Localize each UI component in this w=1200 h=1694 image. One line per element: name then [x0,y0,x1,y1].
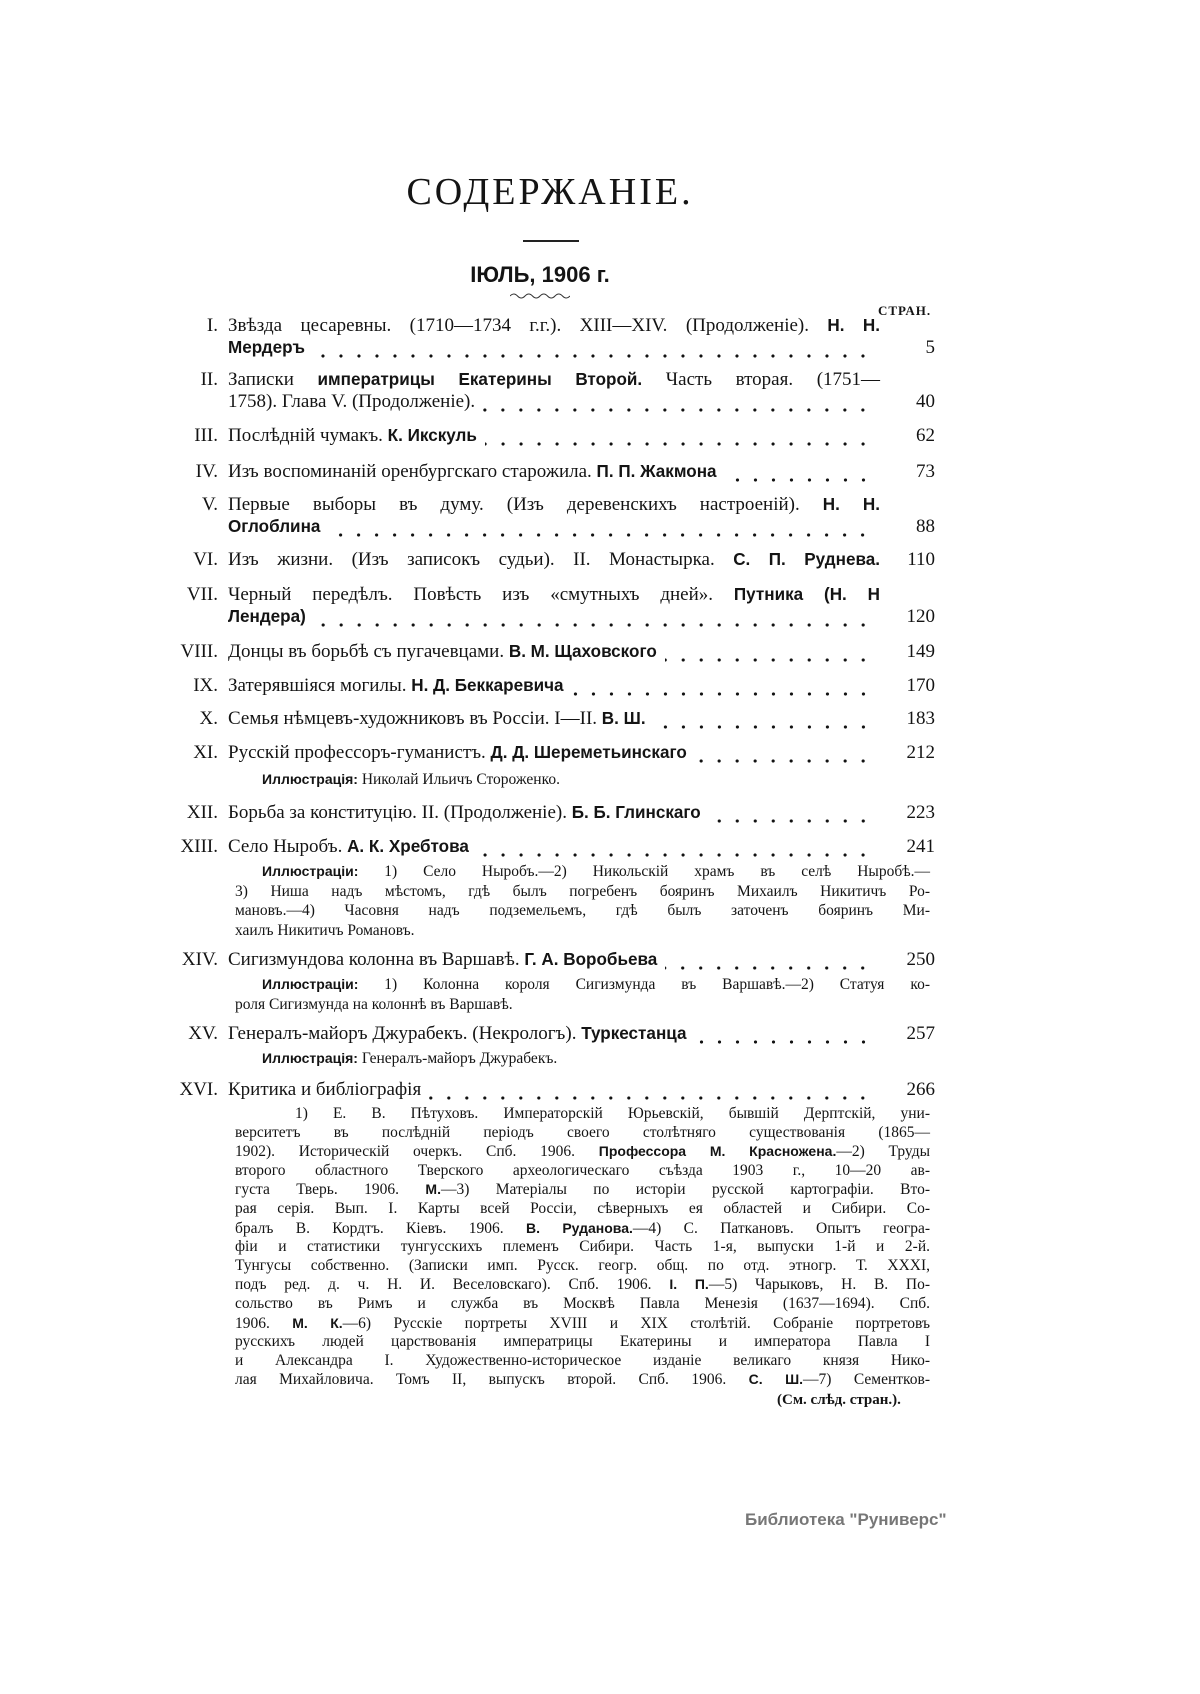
entry-page: 120 [906,606,935,627]
entry-title: Село Ныробъ. [228,836,343,857]
toc-entry [188,1023,935,1045]
entry-author: Б. Б. Глинскаго [571,803,701,822]
entry-title: Первые выборы въ думу. (Изъ деревенскихъ настроеній). [228,494,800,515]
bibliography-line: 1902). Историческій очеркъ. Спб. 1906. Профессора М. Красножена.—2) Труды [235,1143,931,1161]
toc-entry [195,461,935,483]
entry-author: П. П. Жакмона [596,462,717,481]
entry-title: Борьба за конституцію. II. (Продолженіе). [228,802,567,823]
bibliography-line: 1) Е. В. Пѣтуховъ. Императорскій Юрьевскій, бывшій Дерптскій, уни- [295,1105,930,1122]
title-rule [523,240,579,242]
toc-entry [193,549,935,571]
entry-number: XV. [188,1023,218,1044]
entry-number: I. [206,315,218,336]
entry-number: XII. [186,802,218,823]
entry-number: XIV. [181,949,218,970]
dot-leader [709,802,872,824]
illustrations-note [235,975,930,1014]
toc-entry [201,494,935,538]
entry-author: Лендера) [228,607,306,626]
entry-page: 40 [916,391,935,412]
entry-number: XVI. [179,1079,218,1100]
ornament-squiggle [510,292,570,300]
illustrations-note [235,770,930,790]
entry-author: В. Ш. [601,709,646,728]
entry-title: Семья нѣмцевъ-художниковъ въ Россіи. I—II. [228,708,598,729]
entry-title: 1758). Глава V. (Продолженіе). [228,391,476,412]
toc-entry [194,425,935,447]
entry-page: 223 [906,802,935,823]
entry-number: XI. [193,742,218,763]
illustrations-text: роля Сигизмунда на колоннѣ въ Варшавѣ. [235,995,513,1013]
illustrations-label: Иллюстрація: [262,771,358,787]
entry-number: V. [201,494,218,515]
continued-note: (См. слѣд. стран.). [777,1392,901,1408]
entry-number: VI. [193,549,218,570]
toc-entry [193,675,935,697]
entry-page: 212 [906,742,935,763]
entry-author: В. М. Щаховского [508,642,657,661]
toc-entry [180,836,935,858]
bibliography-line: фіи и статистики тунгусскихъ племенъ Сибири. Часть 1-я, выпуски 1-й и 2-й. [235,1238,930,1256]
entry-title: Послѣдній чумакъ. [228,425,383,446]
page-title: СОДЕРЖАНІЕ. [406,171,694,213]
entry-title: Генералъ-майоръ Джурабекъ. (Некрологъ). [228,1023,577,1044]
entry-page: 170 [906,675,935,696]
bibliography-line: рая серія. Вып. I. Карты всей Россіи, сѣверныхъ ея областей и Сибири. Со- [235,1199,930,1217]
illustrations-text: мановъ.—4) Часовня надъ подземельемъ, гдѣ былъ заточенъ бояринъ Ми- [235,902,930,919]
entry-title: Звѣзда цесаревны. (1710—1734 г.г.). XIII—XIV. (Продолженіе). [228,315,809,336]
dot-leader [429,1079,872,1101]
entry-title: Донцы въ борьбѣ съ пугачевцами. [228,641,505,662]
illustrations-label: Иллюстрація: [262,1050,358,1066]
dot-leader [695,1023,873,1045]
dot-leader [654,708,872,730]
toc-entry [193,742,935,764]
entry-author: А. К. Хребтова [347,837,469,856]
toc-entry [181,949,935,971]
dot-leader [485,425,872,447]
entry-title: Русскій профессоръ-гуманистъ. [228,742,486,763]
bibliography-paragraph [235,1105,930,1390]
toc-entry [180,641,935,663]
toc-entry [199,708,935,730]
illustrations-note [235,862,930,940]
dot-leader [695,742,872,764]
bibliography-line: Тунгусы собственно. (Записки имп. Русск. геогр. общ. по отд. этногр. Т. XXXI, [235,1256,930,1274]
toc-entry [179,1079,935,1101]
entry-number: X. [199,708,218,729]
entry-title: Часть вторая. (1751— [665,369,881,390]
entry-page: 241 [906,836,935,857]
entry-page: 257 [906,1023,935,1044]
illustrations-text: 1) Село Ныробъ.—2) Никольскій храмъ въ селѣ Ныробѣ.— [384,863,931,880]
entry-page: 183 [906,708,935,729]
entry-author: Г. А. Воробьева [524,950,658,969]
bibliography-line: верситетъ въ послѣдній періодъ своего столѣтняго существованія (1865— [235,1123,930,1141]
page-column-header: СТРАН. [878,303,932,318]
entry-number: IX. [193,675,218,696]
toc-entry [200,369,935,413]
entry-page: 266 [906,1079,935,1100]
entry-title-bold: императрицы Екатерины Второй. [317,370,643,389]
entry-page: 110 [907,549,935,570]
entry-author: Д. Д. Шереметьинскаго [490,743,687,762]
entry-number: IV. [195,461,218,482]
dot-leader [665,641,872,663]
bibliography-line: русскихъ людей царствованія императрицы Екатерины и императора Павла I [235,1333,930,1351]
dot-leader [572,675,872,697]
illustrations-text: хаилъ Никитичъ Романовъ. [235,921,415,939]
library-watermark: Библиотека "Руниверс" [745,1510,947,1529]
bibliography-line: подъ ред. д. ч. Н. И. Веселовскаго). Спб. 1906. І. П.—5) Чарыковъ, Н. В. По- [235,1276,931,1294]
entry-number: VIII. [180,641,218,662]
dot-leader [314,606,872,628]
bibliography-line: сольство въ Римъ и служба въ Москвѣ Павла Менезія (1637—1694). Спб. [235,1294,930,1312]
entry-number: VII. [186,584,218,605]
illustrations-text: 1) Колонна короля Сигизмунда въ Варшавѣ.—2) Статуя ко- [384,976,930,993]
dot-leader [313,337,872,359]
illustrations-note [235,1049,930,1069]
entry-page: 5 [925,337,935,358]
bibliography-line: и Александра I. Художественно-историческое изданіе великаго князя Нико- [235,1351,930,1369]
illustrations-text: Николай Ильичъ Стороженко. [361,771,560,788]
illustrations-label: Иллюстраціи: [262,863,359,879]
bibliography-line: 1906. М. К.—6) Русскіе портреты XVIII и XIX столѣтій. Собраніе портретовъ [235,1314,930,1332]
entry-author: Туркестанца [581,1024,687,1043]
entry-author: Н. Н. [822,495,881,514]
entry-author: Оглоблина [228,517,321,536]
entry-page: 62 [916,425,935,446]
entry-author: Н. Д. Беккаревича [411,676,564,695]
dot-leader [328,516,872,538]
entry-title: Сигизмундова колонна въ Варшавѣ. [228,949,520,970]
entry-number: III. [194,425,218,446]
dot-leader [665,949,872,971]
entry-author: Н. Н. [827,316,880,335]
dot-leader [725,461,872,483]
entry-title: Черный передѣлъ. Повѣсть изъ «смутныхъ дней». [228,584,714,605]
toc-entry [206,315,935,359]
entry-title: Затерявшіяся могилы. [228,675,407,696]
entry-title: Изъ жизни. (Изъ записокъ судьи). II. Монастырка. [228,549,715,570]
entry-page: 73 [916,461,935,482]
toc-entry [186,802,935,824]
entry-author: К. Икскуль [387,426,477,445]
bibliography-line: густа Тверь. 1906. М.—3) Матеріалы по исторіи русской картографіи. Вто- [235,1181,931,1199]
entry-title: Записки [228,369,294,390]
dot-leader [483,391,872,413]
entry-author: Мердеръ [228,338,306,357]
entry-page: 149 [906,641,935,662]
illustrations-text: 3) Ниша надъ мѣстомъ, гдѣ былъ погребенъ бояринъ Михаилъ Никитичъ Ро- [235,882,930,900]
illustrations-text: Генералъ-майоръ Джурабекъ. [361,1050,558,1067]
entry-number: II. [200,369,218,390]
entry-page: 250 [906,949,935,970]
dot-leader [477,836,872,858]
toc-entry [186,584,935,628]
bibliography-line: лая Михайловича. Томъ II, выпускъ второй. Спб. 1906. С. Ш.—7) Сементков- [235,1371,930,1389]
illustrations-label: Иллюстраціи: [262,976,359,992]
entry-author: Путника (Н. Н [733,585,880,604]
bibliography-line: бралъ В. Кордтъ. Кіевъ. 1906. В. Руданова.—4) С. Паткановъ. Опытъ геогра- [235,1219,930,1237]
issue-subtitle: ІЮЛЬ, 1906 г. [470,262,610,287]
entry-page: 88 [916,516,935,537]
entry-title: Критика и библіографія [228,1079,422,1100]
bibliography-line: второго областного Тверского археологическаго съѣзда 1903 г., 10—20 ав- [235,1161,930,1179]
entry-number: XIII. [180,836,218,857]
entry-title: Изъ воспоминаній оренбургскаго старожила. [228,461,592,482]
entry-author: С. П. Руднева. [733,550,880,569]
